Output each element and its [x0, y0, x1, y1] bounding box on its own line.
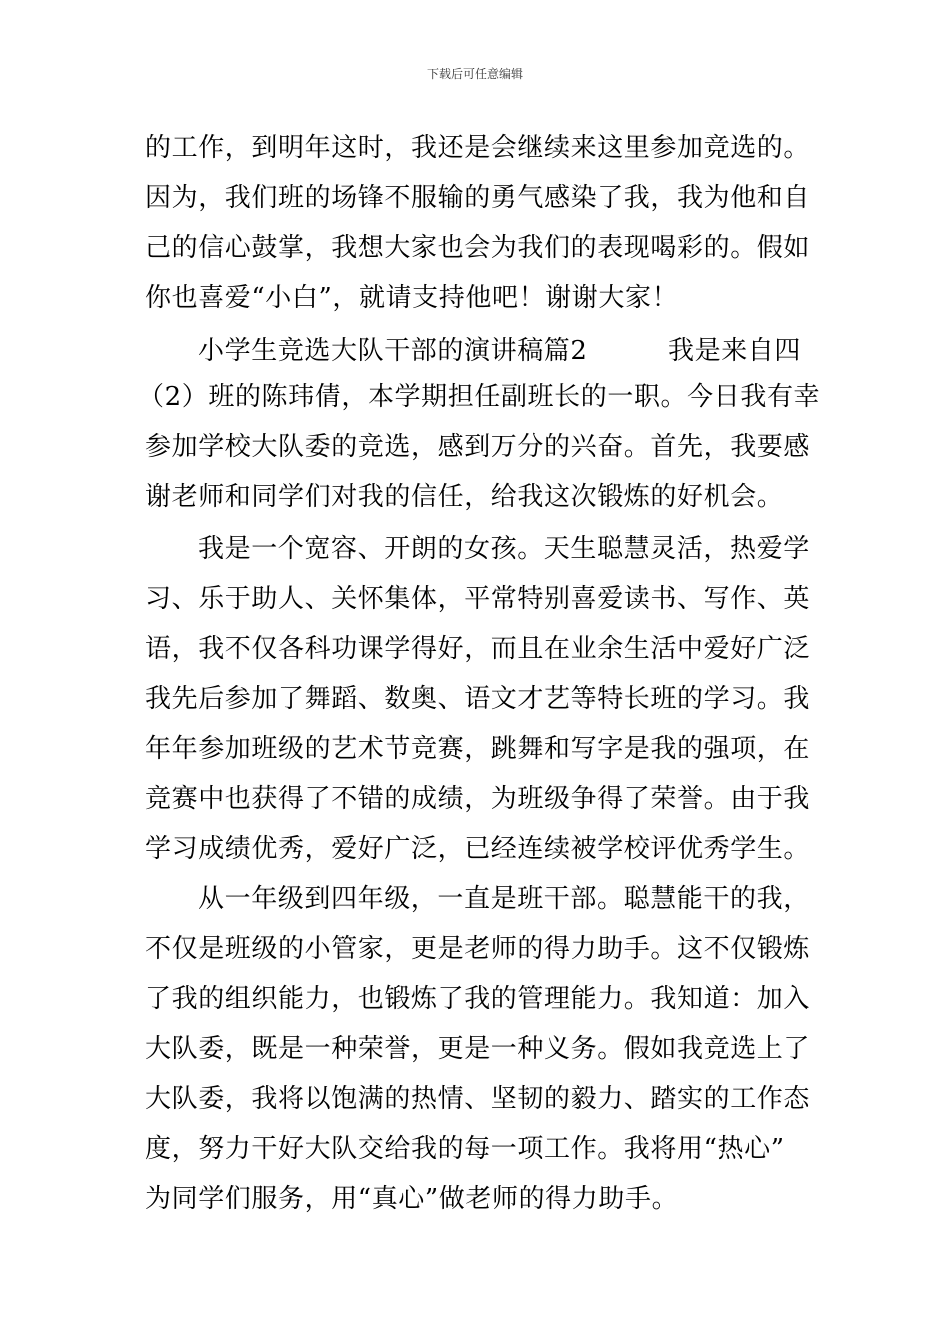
text-line: 己的信心鼓掌，我想大家也会为我们的表现喝彩的。假如: [145, 233, 811, 263]
text-line: 大队委，我将以饱满的热情、坚韧的毅力、踏实的工作态: [145, 1084, 811, 1114]
text-line: 度，努力干好大队交给我的每一项工作。我将用“热心”: [145, 1134, 785, 1164]
text-line: 我是来自四: [668, 336, 802, 366]
text-line: 语，我不仅各科功课学得好，而且在业余生活中爱好广泛: [145, 634, 811, 664]
text-line: 学习成绩优秀，爱好广泛，已经连续被学校评优秀学生。: [145, 834, 811, 864]
text-line: 的工作，到明年这时，我还是会继续来这里参加竞选的。: [145, 133, 811, 163]
text-line: 因为，我们班的场锋不服输的勇气感染了我，我为他和自: [145, 183, 811, 213]
page-header: 下载后可任意编辑: [426, 67, 523, 81]
paragraph-first-line: 我是一个宽容、开朗的女孩。天生聪慧灵活，热爱学: [198, 534, 810, 564]
text-line: 了我的组织能力，也锻炼了我的管理能力。我知道：加入: [145, 984, 811, 1014]
text-line: 年年参加班级的艺术节竞赛，跳舞和写字是我的强项，在: [145, 734, 811, 764]
text-line: 参加学校大队委的竞选，感到万分的兴奋。首先，我要感: [145, 432, 811, 462]
text-line: 大队委，既是一种荣誉，更是一种义务。假如我竞选上了: [145, 1034, 811, 1064]
section-heading-line: [198, 336, 810, 366]
paragraph-first-line: 从一年级到四年级，一直是班干部。聪慧能干的我，: [198, 884, 810, 914]
text-line: 你也喜爱“小白”，就请支持他吧！谢谢大家！: [145, 283, 679, 313]
text-line: 不仅是班级的小管家，更是老师的得力助手。这不仅锻炼: [145, 934, 811, 964]
text-line: 习、乐于助人、关怀集体，平常特别喜爱读书、写作、英: [145, 584, 811, 614]
text-line: （2）班的陈玮倩，本学期担任副班长的一职。今日我有幸: [138, 382, 821, 412]
text-line: 我先后参加了舞蹈、数奥、语文才艺等特长班的学习。我: [145, 684, 811, 714]
text-line: 为同学们服务，用“真心”做老师的得力助手。: [145, 1184, 679, 1214]
text-line: 竞赛中也获得了不错的成绩，为班级争得了荣誉。由于我: [145, 784, 811, 814]
text-line: 谢老师和同学们对我的信任，给我这次锻炼的好机会。: [145, 482, 784, 512]
section-heading: 小学生竞选大队干部的演讲稿篇2: [198, 336, 588, 366]
